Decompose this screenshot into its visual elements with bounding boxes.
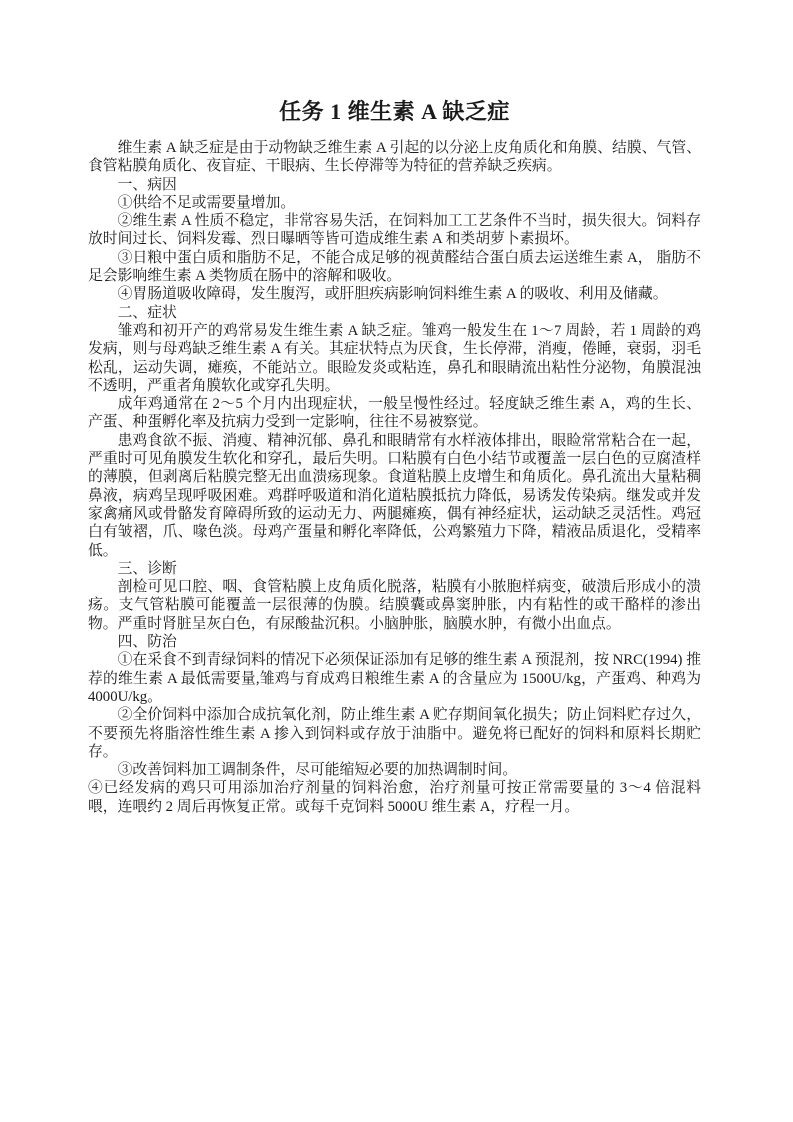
prevention-paragraph-3: ③改善饲料加工调制条件，尽可能缩短必要的加热调制时间。 [117,762,518,779]
prevention-paragraph-2: ②全价饲料中添加合成抗氧化剂，防止维生素 A 贮存期间氧化损失；防止饲料贮存过久，不要预先将脂溶性维生素 A 掺入到饲料或存放于油脂中。避免将已配好的饲料和原料长期贮存。 [88,707,701,760]
section-symptoms [88,304,701,560]
intro-paragraph: 维生素 A 缺乏症是由于动物缺乏维生素 A 引起的以分泌上皮角质化和角膜、结膜、气管、食管粘膜角质化、夜盲症、干眼病、生长停滞等为特征的营养缺乏疾病。 [88,140,701,175]
section-diagnosis-heading: 三、诊断 [117,560,177,577]
symptoms-paragraph-3: 患鸡食欲不振、消瘦、精神沉郁、鼻孔和眼睛常有水样液体排出，眼睑常常粘合在一起，严重时可见角膜发生软化和穿孔，最后失明。口粘膜有白色小结节或覆盖一层白色的豆腐渣样的薄膜，但剥离后粘膜完整无出血溃疡现象。食道粘膜上皮增生和角质化。鼻孔流出大量粘稠鼻液，病鸡呈现呼吸困难。鸡群呼吸道和消化道粘膜抵抗力降低，易诱发传染病。继发或并发家禽痛风或骨骼发育障碍所致的运动无力、两腿瘫痪，偶有神经症状，运动缺乏灵活性。鸡冠白有皱褶，爪、喙色淡。母鸡产蛋量和孵化率降低，公鸡繁殖力下降，精液品质退化，受精率低。 [88,432,701,559]
section-cause-heading: 一、病因 [117,176,177,193]
document-body [88,139,701,816]
cause-paragraph-1: ①供给不足或需要量增加。 [117,194,296,211]
prevention-paragraph-1: ①在采食不到青绿饲料的情况下必须保证添加有足够的维生素 A 预混剂，按 NRC(1994) 推荐的维生素 A 最低需要量,雏鸡与育成鸡日粮维生素 A 的含量应为 1500U/kg，产蛋鸡、种鸡为 4000U/kg。 [88,652,701,705]
cause-paragraph-3: ③日粮中蛋白质和脂肪不足，不能合成足够的视黄醛结合蛋白质去运送维生素 A， 脂肪不足会影响维生素 A 类物质在肠中的溶解和吸收。 [88,249,701,285]
section-diagnosis [88,560,701,633]
section-prevention-heading: 四、防治 [117,634,177,651]
document-title: 任务 1 维生素 A 缺乏症 [279,99,510,124]
cause-paragraph-4: ④胃肠道吸收障碍，发生腹泻，或肝胆疾病影响饲料维生素 A 的吸收、利用及储藏。 [117,286,668,303]
cause-paragraph-2: ②维生素 A 性质不稳定，非常容易失活，在饲料加工工艺条件不当时，损失很大。饲料存放时间过长、饲料发霉、烈日曝晒等皆可造成维生素 A 和类胡萝卜素损坏。 [88,213,701,248]
symptoms-paragraph-1: 雏鸡和初开产的鸡常易发生维生素 A 缺乏症。雏鸡一般发生在 1～7 周龄，若 1 周龄的鸡发病，则与母鸡缺乏维生素 A 有关。其症状特点为厌食，生长停滞，消瘦，倦睡，衰弱，羽毛松乱，运动失调，瘫痪，不能站立。眼睑发炎或粘连，鼻孔和眼睛流出粘性分泌物，角膜混浊不透明，严重者角膜软化或穿孔失明。 [88,322,701,394]
prevention-paragraph-4: ④已经发病的鸡只可用添加治疗剂量的饲料治愈，治疗剂量可按正常需要量的 3～4 倍混料喂，连喂约 2 周后再恢复正常。或每千克饲料 5000U 维生素 A，疗程一月。 [88,780,701,815]
section-cause [88,176,701,304]
section-prevention [88,633,701,816]
symptoms-paragraph-2: 成年鸡通常在 2～5 个月内出现症状，一般呈慢性经过。轻度缺乏维生素 A，鸡的生长、产蛋、种蛋孵化率及抗病力受到一定影响，往往不易被察觉。 [88,396,701,431]
diagnosis-paragraph-1: 剖检可见口腔、咽、食管粘膜上皮角质化脱落，粘膜有小脓胞样病变，破溃后形成小的溃疡。支气管粘膜可能覆盖一层很薄的伪膜。结膜囊或鼻窦肿胀，内有粘性的或干酪样的渗出物。严重时肾脏呈灰白色，有尿酸盐沉积。小脑肿胀，脑膜水肿，有微小出血点。 [88,579,701,632]
section-symptoms-heading: 二、症状 [117,304,177,321]
